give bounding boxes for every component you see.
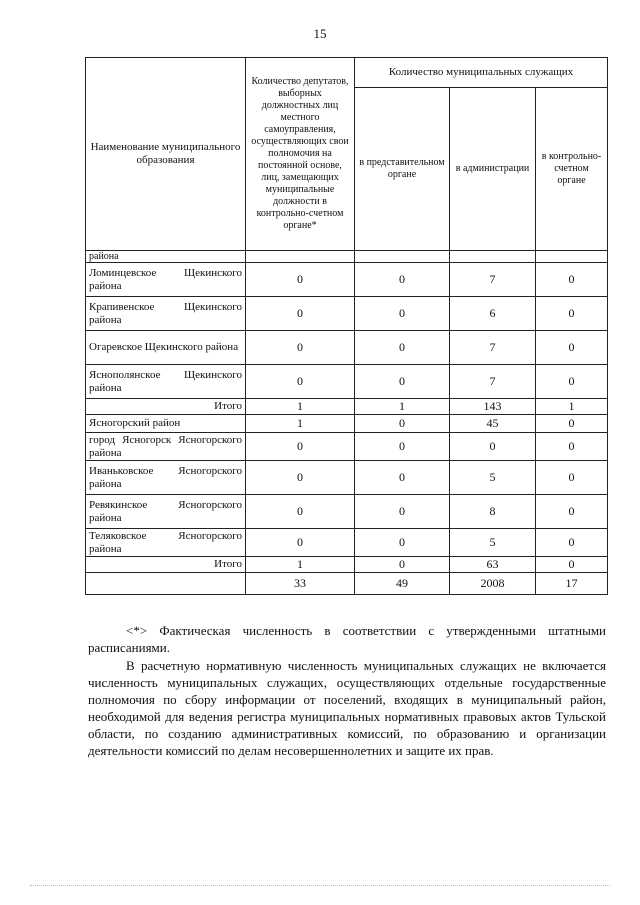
- value-cell: 0: [355, 415, 450, 433]
- table-row: [86, 573, 608, 595]
- municipality-name: Огаревское Щекинского района: [86, 331, 246, 365]
- value-cell: 0: [246, 529, 355, 557]
- value-cell: 33: [246, 573, 355, 595]
- total-label: Итого: [86, 399, 246, 415]
- municipality-name: [86, 573, 246, 595]
- value-cell: 0: [536, 461, 608, 495]
- value-cell: 45: [450, 415, 536, 433]
- value-cell: 5: [450, 529, 536, 557]
- total-label: Итого: [86, 557, 246, 573]
- municipality-name: Яснополянское Щекинского района: [86, 365, 246, 399]
- municipality-name: Ясногорский район: [86, 415, 246, 433]
- value-cell: 0: [536, 529, 608, 557]
- footnote-note: В расчетную нормативную численность муниципальных служащих не включается численность муниципальных служащих, осуществляющих отдельные государственные полномочия по сбору информации от поселений, входящих в муниципальный район, необходимой для ведения регистра муниципальных нормативных правовых актов Тульской области, по созданию административных комиссий, по образованию и организации деятельности комиссий по делам несовершеннолетних и защите их прав.: [88, 658, 606, 758]
- value-cell: 0: [536, 331, 608, 365]
- value-cell: 0: [536, 495, 608, 529]
- value-cell: 7: [450, 263, 536, 297]
- value-cell: 0: [355, 529, 450, 557]
- staff-count-table: [85, 57, 608, 595]
- value-cell: 0: [246, 297, 355, 331]
- municipality-name: Иваньковское Ясногорского района: [86, 461, 246, 495]
- value-cell: 1: [355, 399, 450, 415]
- value-cell: 0: [536, 297, 608, 331]
- value-cell: 0: [536, 557, 608, 573]
- header-employees-group: Количество муниципальных служащих: [355, 58, 608, 88]
- value-cell: 0: [355, 557, 450, 573]
- table-row: [86, 557, 608, 573]
- value-cell: 0: [246, 495, 355, 529]
- municipality-name: город Ясногорск Ясногорского района: [86, 433, 246, 461]
- header-administration: в администрации: [450, 88, 536, 251]
- table-row: [86, 297, 608, 331]
- value-cell: 1: [536, 399, 608, 415]
- value-cell: 63: [450, 557, 536, 573]
- value-cell: 1: [246, 415, 355, 433]
- value-cell: 0: [355, 297, 450, 331]
- value-cell: 17: [536, 573, 608, 595]
- header-control-organ: в контрольно-счетном органе: [536, 88, 608, 251]
- value-cell: 0: [355, 495, 450, 529]
- footnote-asterisk: <*> Фактическая численность в соответствии с утвержденными штатными расписаниями.: [88, 623, 606, 655]
- table-row: [86, 331, 608, 365]
- municipality-name: Ломинцевское Щекинского района: [86, 263, 246, 297]
- value-cell: 143: [450, 399, 536, 415]
- header-deputies-column: Количество депутатов, выборных должностных лиц местного самоуправления, осуществляющих свои полномочия на постоянной основе, лиц, замещающих муниципальные должности в контрольно-счетном органе*: [246, 58, 355, 251]
- value-cell: 0: [246, 331, 355, 365]
- value-cell: 0: [355, 461, 450, 495]
- value-cell: 0: [536, 365, 608, 399]
- value-cell: 1: [246, 399, 355, 415]
- value-cell: 0: [246, 365, 355, 399]
- municipality-name: Крапивенское Щекинского района: [86, 297, 246, 331]
- continuation-cell: района: [86, 251, 246, 263]
- municipality-name: Теляковское Ясногорского района: [86, 529, 246, 557]
- header-representative-organ: в представительном органе: [355, 88, 450, 251]
- value-cell: 0: [355, 331, 450, 365]
- value-cell: 0: [355, 433, 450, 461]
- value-cell: 0: [355, 365, 450, 399]
- value-cell: 0: [536, 415, 608, 433]
- value-cell: 0: [450, 433, 536, 461]
- page-number: 15: [313, 26, 327, 41]
- bottom-scan-artifact: [30, 885, 610, 887]
- value-cell: 5: [450, 461, 536, 495]
- municipality-name: Ревякинское Ясногорского района: [86, 495, 246, 529]
- table-row: [86, 433, 608, 461]
- table-row: [86, 399, 608, 415]
- value-cell: 0: [536, 263, 608, 297]
- value-cell: 8: [450, 495, 536, 529]
- value-cell: 0: [246, 263, 355, 297]
- table-row: [86, 529, 608, 557]
- value-cell: 0: [355, 263, 450, 297]
- table-row: [86, 495, 608, 529]
- value-cell: 0: [246, 461, 355, 495]
- table-row: [86, 461, 608, 495]
- value-cell: 49: [355, 573, 450, 595]
- table-row: [86, 415, 608, 433]
- value-cell: 7: [450, 331, 536, 365]
- value-cell: 6: [450, 297, 536, 331]
- table-row: [86, 365, 608, 399]
- value-cell: 0: [536, 433, 608, 461]
- value-cell: 0: [246, 433, 355, 461]
- value-cell: 1: [246, 557, 355, 573]
- value-cell: 7: [450, 365, 536, 399]
- table-row: [86, 263, 608, 297]
- header-name-column: Наименование муниципального образования: [86, 58, 246, 251]
- value-cell: 2008: [450, 573, 536, 595]
